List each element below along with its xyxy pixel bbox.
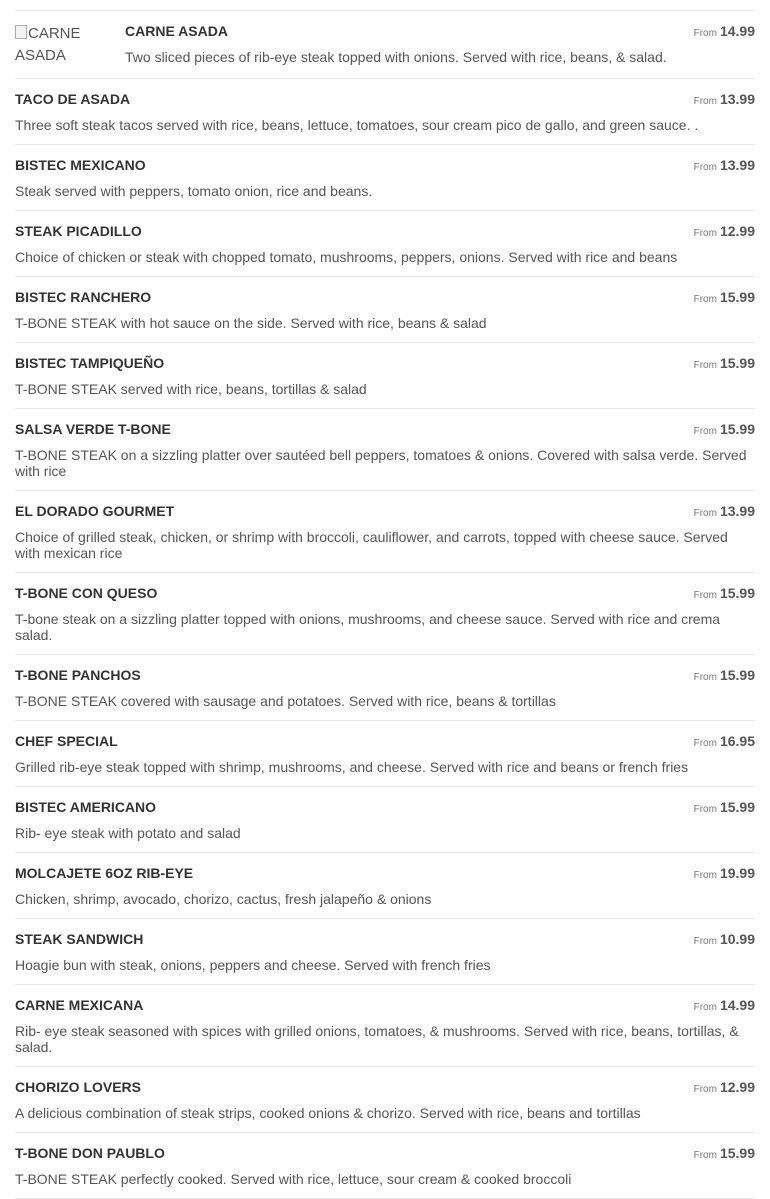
- item-image-alt: CARNE ASADA: [15, 25, 81, 64]
- price-prefix: From: [693, 1084, 717, 1095]
- item-description: Rib- eye steak seasoned with spices with grilled onions, tomatoes, & mushrooms. Served with rice, beans, tortillas, & salad.: [15, 1023, 739, 1055]
- item-price: [694, 1145, 755, 1164]
- item-price: [694, 733, 755, 752]
- top-divider: [15, 0, 755, 11]
- item-name: MOLCAJETE 6OZ RIB-EYE: [15, 865, 194, 881]
- item-description: T-BONE STEAK perfectly cooked. Served with rice, lettuce, sour cream & cooked broccoli: [15, 1171, 572, 1187]
- item-description: Choice of chicken or steak with chopped tomato, mushrooms, peppers, onions. Served with rice and beans: [15, 249, 678, 265]
- price-value: 15.99: [719, 421, 755, 437]
- price-value: 13.99: [719, 503, 755, 519]
- price-prefix: From: [693, 804, 717, 815]
- price-value: 15.99: [719, 355, 755, 371]
- menu-item[interactable]: [15, 919, 755, 985]
- menu-list: [15, 0, 755, 1199]
- menu-item[interactable]: [15, 655, 755, 721]
- price-value: 10.99: [719, 931, 755, 947]
- price-value: 12.99: [719, 1079, 755, 1095]
- price-prefix: From: [693, 672, 717, 683]
- item-description: A delicious combination of steak strips, cooked onions & chorizo. Served with rice, beans and tortillas: [15, 1105, 641, 1121]
- price-value: 15.99: [719, 289, 755, 305]
- item-price: [694, 223, 755, 242]
- price-prefix: From: [693, 738, 717, 749]
- item-price: [694, 355, 755, 374]
- item-price: [694, 997, 755, 1016]
- item-description: Grilled rib-eye steak topped with shrimp, mushrooms, and cheese. Served with rice and beans or french fries: [15, 759, 689, 775]
- item-description: T-BONE STEAK with hot sauce on the side. Served with rice, beans & salad: [15, 315, 487, 331]
- item-description: T-BONE STEAK covered with sausage and potatoes. Served with rice, beans & tortillas: [15, 693, 556, 709]
- item-name: CHEF SPECIAL: [15, 733, 118, 749]
- item-price: [694, 667, 755, 686]
- item-price: [694, 799, 755, 818]
- price-prefix: From: [693, 1150, 717, 1161]
- item-image[interactable]: [15, 23, 125, 67]
- price-prefix: From: [693, 360, 717, 371]
- item-description: T-BONE STEAK on a sizzling platter over sautéed bell peppers, tomatoes & onions. Covered with salsa verde. Served with rice: [15, 447, 747, 479]
- price-prefix: From: [693, 936, 717, 947]
- price-value: 19.99: [719, 865, 755, 881]
- item-description: Hoagie bun with steak, onions, peppers and cheese. Served with french fries: [15, 957, 491, 973]
- item-description: Steak served with peppers, tomato onion, rice and beans.: [15, 183, 373, 199]
- menu-item[interactable]: [15, 787, 755, 853]
- item-description: Choice of grilled steak, chicken, or shrimp with broccoli, cauliflower, and carrots, topped with cheese sauce. Served with mexican rice: [15, 529, 728, 561]
- item-description: Chicken, shrimp, avocado, chorizo, cactus, fresh jalapeño & onions: [15, 891, 432, 907]
- menu-item[interactable]: [15, 1133, 755, 1199]
- menu-item[interactable]: [15, 573, 755, 655]
- price-value: 15.99: [719, 799, 755, 815]
- item-description: Three soft steak tacos served with rice, beans, lettuce, tomatoes, sour cream pico de gallo, and green sauce. .: [15, 117, 699, 133]
- price-value: 15.99: [719, 585, 755, 601]
- item-price: [694, 421, 755, 440]
- item-name: CARNE ASADA: [125, 23, 228, 39]
- item-name: STEAK SANDWICH: [15, 931, 144, 947]
- price-value: 13.99: [719, 157, 755, 173]
- item-price: [694, 503, 755, 522]
- menu-item[interactable]: [15, 211, 755, 277]
- menu-item[interactable]: [15, 79, 755, 145]
- price-value: 12.99: [719, 223, 755, 239]
- item-name: BISTEC MEXICANO: [15, 157, 146, 173]
- item-price: [694, 865, 755, 884]
- price-prefix: From: [693, 1002, 717, 1013]
- item-price: [694, 289, 755, 308]
- item-name: SALSA VERDE T-BONE: [15, 421, 171, 437]
- item-name: T-BONE CON QUESO: [15, 585, 158, 601]
- menu-item[interactable]: [15, 343, 755, 409]
- price-prefix: From: [693, 228, 717, 239]
- price-value: 14.99: [719, 997, 755, 1013]
- item-price: [694, 23, 755, 42]
- price-prefix: From: [693, 590, 717, 601]
- item-name: T-BONE PANCHOS: [15, 667, 141, 683]
- price-prefix: From: [693, 870, 717, 881]
- item-name: CHORIZO LOVERS: [15, 1079, 142, 1095]
- menu-item[interactable]: [15, 277, 755, 343]
- menu-item[interactable]: [15, 409, 755, 491]
- price-value: 16.95: [719, 733, 755, 749]
- item-name: STEAK PICADILLO: [15, 223, 142, 239]
- menu-item-carne-asada[interactable]: [15, 11, 755, 79]
- item-description: T-BONE STEAK served with rice, beans, tortillas & salad: [15, 381, 367, 397]
- item-name: TACO DE ASADA: [15, 91, 131, 107]
- price-value: 13.99: [719, 91, 755, 107]
- menu-item[interactable]: [15, 1067, 755, 1133]
- item-description: Rib- eye steak with potato and salad: [15, 825, 241, 841]
- price-value: 15.99: [719, 667, 755, 683]
- item-price: [694, 157, 755, 176]
- price-prefix: From: [693, 28, 717, 39]
- menu-item[interactable]: [15, 853, 755, 919]
- item-name: BISTEC AMERICANO: [15, 799, 157, 815]
- broken-image-icon: [15, 25, 27, 39]
- price-prefix: From: [693, 508, 717, 519]
- item-price: [694, 1079, 755, 1098]
- menu-item[interactable]: [15, 985, 755, 1067]
- price-value: 15.99: [719, 1145, 755, 1161]
- item-description: T-bone steak on a sizzling platter topped with onions, mushrooms, and cheese sauce. Served with rice and crema salad.: [15, 611, 721, 643]
- price-prefix: From: [693, 162, 717, 173]
- price-prefix: From: [693, 426, 717, 437]
- price-value: 14.99: [719, 23, 755, 39]
- item-price: [694, 91, 755, 110]
- item-name: CARNE MEXICANA: [15, 997, 144, 1013]
- item-name: BISTEC TAMPIQUEÑO: [15, 355, 165, 371]
- item-name: EL DORADO GOURMET: [15, 503, 175, 519]
- price-prefix: From: [693, 96, 717, 107]
- menu-item[interactable]: [15, 721, 755, 787]
- item-description: Two sliced pieces of rib-eye steak topped with onions. Served with rice, beans, & salad.: [125, 49, 667, 65]
- price-prefix: From: [693, 294, 717, 305]
- menu-item[interactable]: [15, 145, 755, 211]
- menu-item[interactable]: [15, 491, 755, 573]
- item-price: [694, 931, 755, 950]
- item-name: BISTEC RANCHERO: [15, 289, 152, 305]
- item-name: T-BONE DON PAUBLO: [15, 1145, 165, 1161]
- item-price: [694, 585, 755, 604]
